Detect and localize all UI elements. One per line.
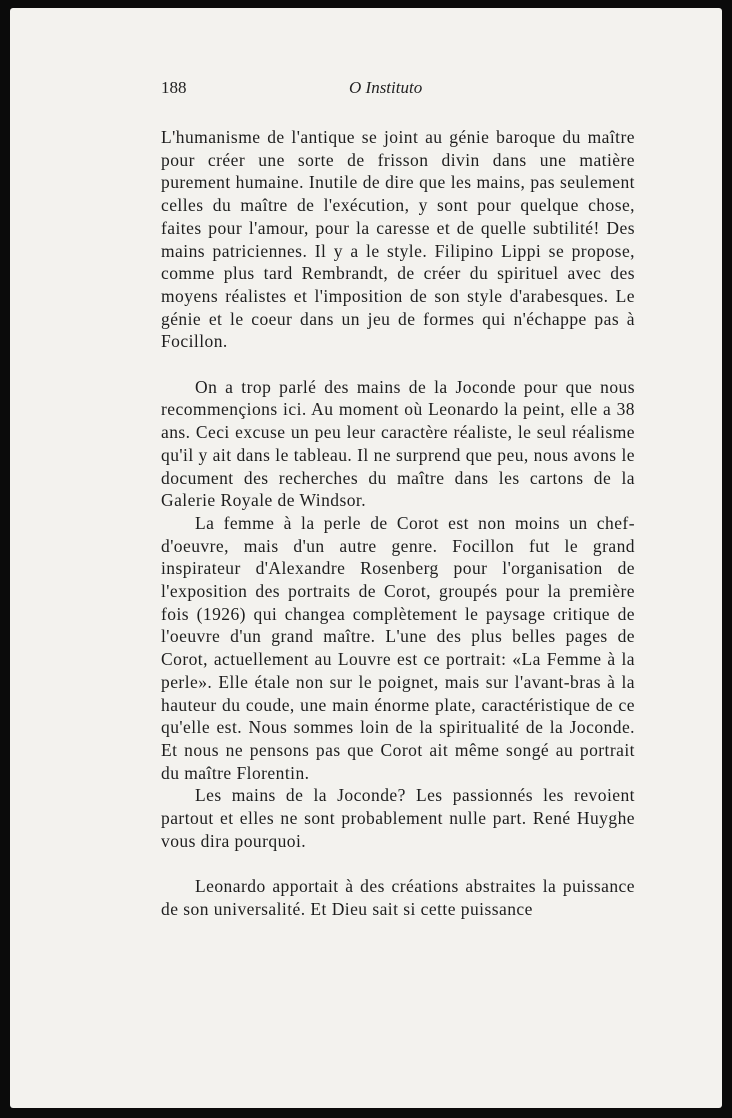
- book-page: [10, 8, 722, 1108]
- paragraph: L'humanisme de l'antique se joint au génie baroque du maître pour créer une sorte de frisson divin dans une matière purement humaine. Inutile de dire que les mains, pas seulement celles du maître de l'exécution, y sont pour quelque chose, faites pour l'amour, pour la caresse et de quelle subtilité! Des mains patriciennes. Il y a le style. Filipino Lippi se propose, comme plus tard Rembrandt, de créer du spirituel avec des moyens réalistes et l'imposition de son style d'arabesques. Le génie et le coeur dans un jeu de formes qui n'échappe pas à Focillon.: [161, 127, 635, 352]
- page-number: 188: [161, 78, 187, 97]
- running-title: O Instituto: [349, 78, 423, 97]
- body-text: [161, 126, 635, 921]
- paragraph: La femme à la perle de Corot est non moins un chef-d'oeuvre, mais d'un autre genre. Focillon fut le grand inspirateur d'Alexandre Rosenberg pour l'organisation de l'exposition des portraits de Corot, groupés pour la première fois (1926) qui changea complètement le paysage critique de l'oeuvre d'un grand maître. L'une des plus belles pages de Corot, actuellement au Louvre est ce portrait: «La Femme à la perle». Elle étale non sur le poignet, mais sur l'avant-bras à la hauteur du coude, une main énorme plate, caractéristique de ce qu'elle est. Nous sommes loin de la spiritualité de la Joconde. Et nous ne pensons pas que Corot ait même songé au portrait du maître Florentin.: [161, 512, 635, 783]
- paragraph: Leonardo apportait à des créations abstraites la puissance de son universalité. Et Dieu sait si cette puissance: [161, 876, 635, 919]
- paragraph: On a trop parlé des mains de la Joconde pour que nous recommençions ici. Au moment où Leonardo la peint, elle a 38 ans. Ceci excuse un peu leur caractère réaliste, le seul réalisme qu'il y ait dans le tableau. Il ne surprend que peu, nous avons le document des recherches du maître dans les cartons de la Galerie Royale de Windsor.: [161, 376, 635, 511]
- paragraph: Les mains de la Joconde? Les passionnés les revoient partout et elles ne sont probablement nulle part. René Huyghe vous dira pourquoi.: [161, 785, 635, 851]
